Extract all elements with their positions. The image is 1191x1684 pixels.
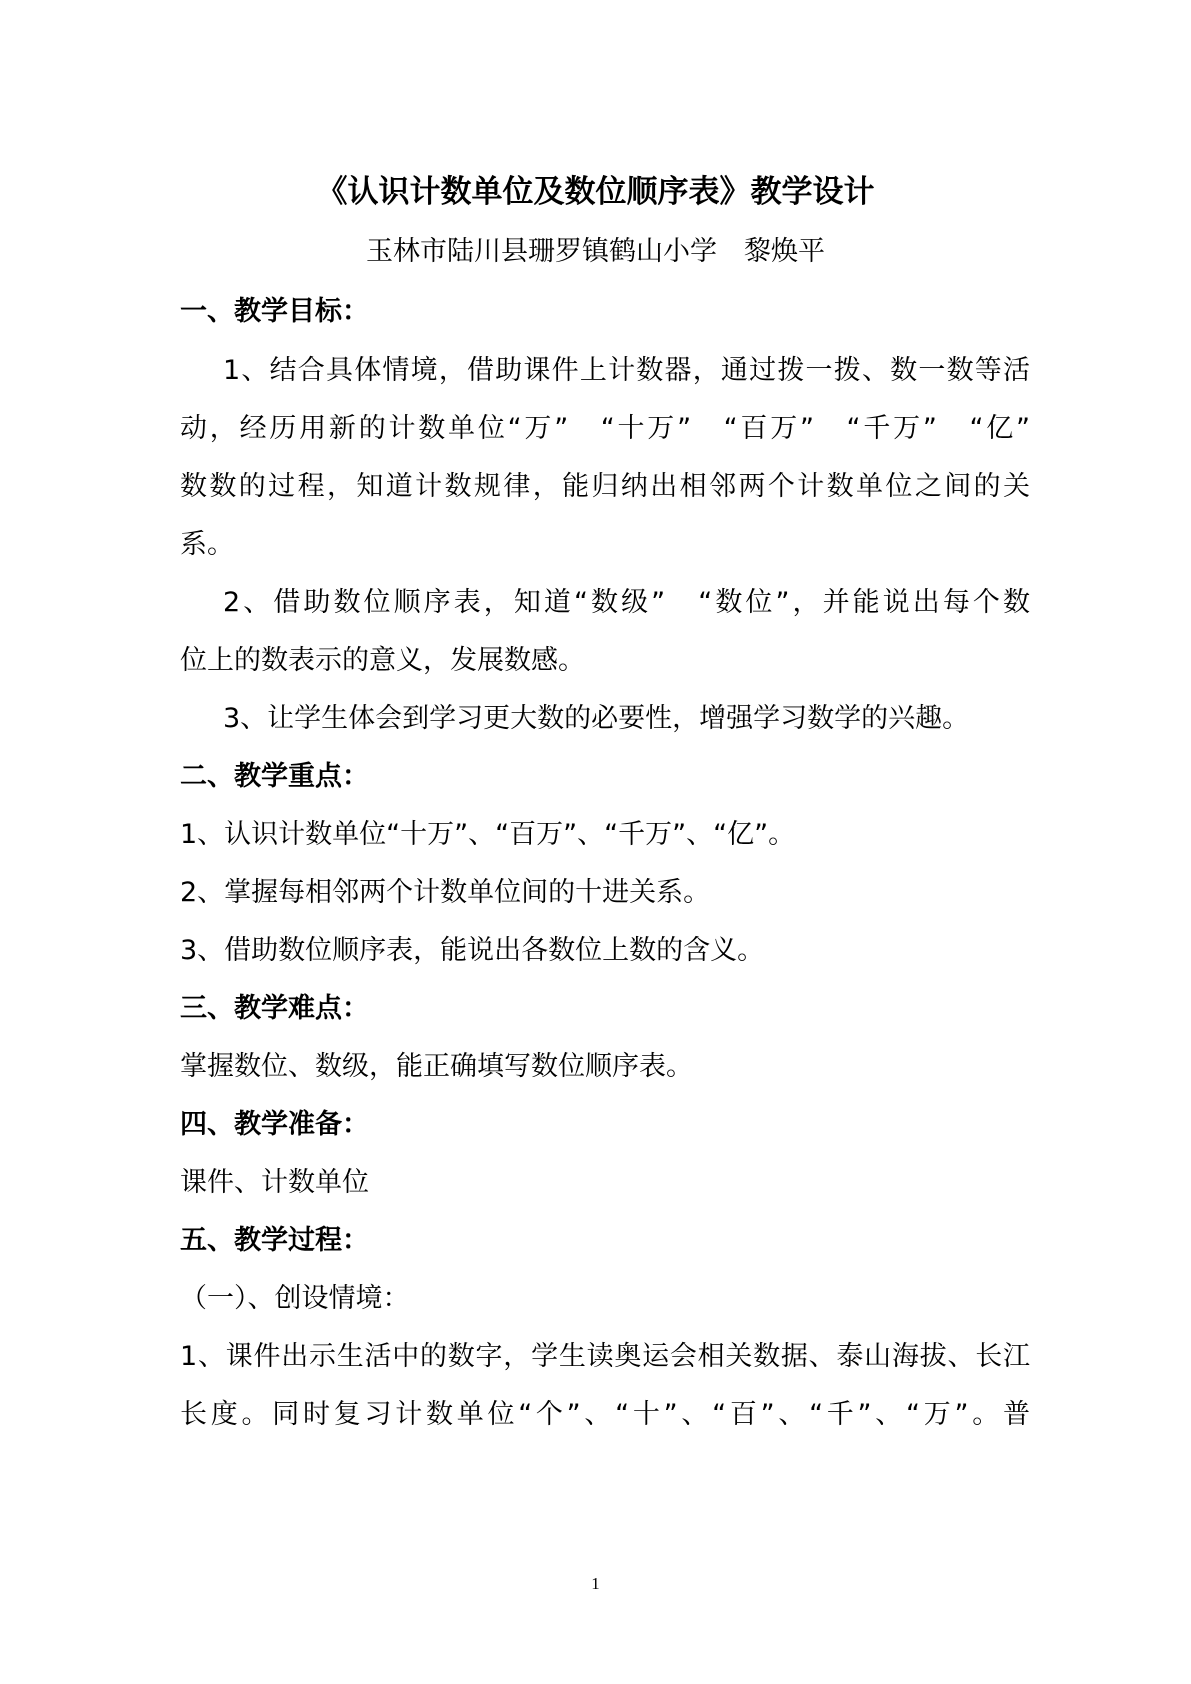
document-title: 《认识计数单位及数位顺序表》教学设计 [316, 174, 875, 210]
key-point-1: 1、认识计数单位“十万”、“百万”、“千万”、“亿”。 [180, 819, 796, 850]
goal-1-line-2: 动，经历用新的计数单位“万” “十万” “百万” “千万” “亿” [180, 413, 1030, 444]
section-heading-difficulties: 三、教学难点： [180, 993, 369, 1024]
process-item-1-line-1: 1、课件出示生活中的数字，学生读奥运会相关数据、泰山海拔、长江 [180, 1341, 1030, 1372]
author-line: 玉林市陆川县珊罗镇鹤山小学 黎焕平 [366, 236, 825, 267]
goal-2-line-2: 位上的数表示的意义，发展数感。 [180, 645, 585, 676]
section-heading-goals: 一、教学目标： [180, 296, 369, 327]
page-number: 1 [591, 1574, 600, 1593]
goal-1-line-3: 数数的过程，知道计数规律，能归纳出相邻两个计数单位之间的关 [180, 471, 1030, 502]
process-subheading: （一）、创设情境： [180, 1283, 410, 1314]
goal-2-line-1: 2、借助数位顺序表，知道“数级” “数位”，并能说出每个数 [223, 587, 1030, 618]
section-heading-preparation: 四、教学准备： [180, 1109, 369, 1140]
goal-3-line-1: 3、让学生体会到学习更大数的必要性，增强学习数学的兴趣。 [223, 703, 970, 734]
section-heading-key-points: 二、教学重点： [180, 761, 369, 792]
key-point-3: 3、借助数位顺序表，能说出各数位上数的含义。 [180, 935, 765, 966]
difficulties-text: 掌握数位、数级，能正确填写数位顺序表。 [180, 1051, 693, 1082]
preparation-text: 课件、计数单位 [180, 1167, 369, 1198]
key-point-2: 2、掌握每相邻两个计数单位间的十进关系。 [180, 877, 711, 908]
process-item-1-line-2: 长度。同时复习计数单位“个”、“十”、“百”、“千”、“万”。普 [180, 1399, 1030, 1430]
goal-1-line-4: 系。 [180, 529, 234, 560]
goal-1-line-1: 1、结合具体情境，借助课件上计数器，通过拨一拨、数一数等活 [223, 355, 1030, 386]
section-heading-process: 五、教学过程： [180, 1225, 369, 1256]
